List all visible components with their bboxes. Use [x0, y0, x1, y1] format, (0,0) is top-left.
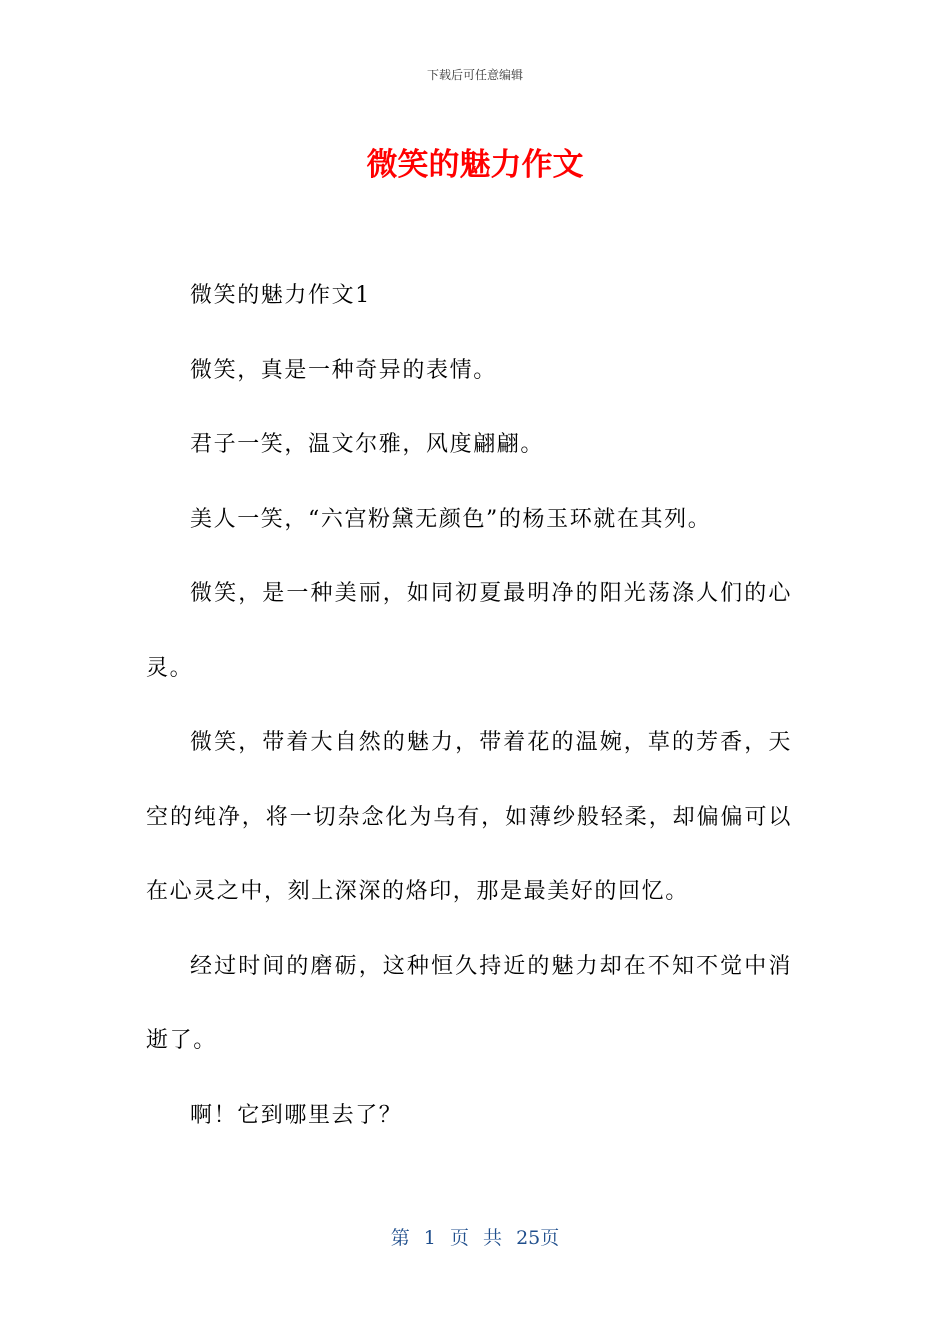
total-pages: 25页: [516, 1227, 560, 1249]
document-body: [146, 259, 792, 1153]
paragraph-1: 微笑的魅力作文1: [190, 283, 371, 308]
header-note: 下载后可任意编辑: [426, 68, 523, 82]
total-prefix: 共: [483, 1227, 503, 1249]
page-prefix: 第: [390, 1227, 410, 1249]
paragraph-3: 君子一笑，温文尔雅，风度翩翩。: [190, 432, 545, 457]
paragraph-5: 微笑，是一种美丽，如同初夏最明净的阳光荡涤人们的心灵。: [146, 581, 792, 681]
paragraph-7: 经过时间的磨砺，这种恒久持近的魅力却在不知不觉中消逝了。: [146, 953, 792, 1053]
document-title: 微笑的魅力作文: [366, 147, 584, 183]
page-word: 页: [449, 1227, 469, 1249]
paragraph-6: 微笑，带着大自然的魅力，带着花的温婉，草的芳香，天空的纯净，将一切杂念化为乌有，如薄纱般轻柔，却偏偏可以在心灵之中，刻上深深的烙印，那是最美好的回忆。: [146, 730, 792, 904]
paragraph-4: 美人一笑，“六宫粉黛无颜色”的杨玉环就在其列。: [190, 506, 712, 532]
paragraph-8: 啊！它到哪里去了？: [190, 1102, 403, 1128]
page-footer: [0, 1224, 950, 1252]
current-page-number: 1: [423, 1227, 436, 1249]
paragraph-2: 微笑，真是一种奇异的表情。: [190, 357, 497, 383]
